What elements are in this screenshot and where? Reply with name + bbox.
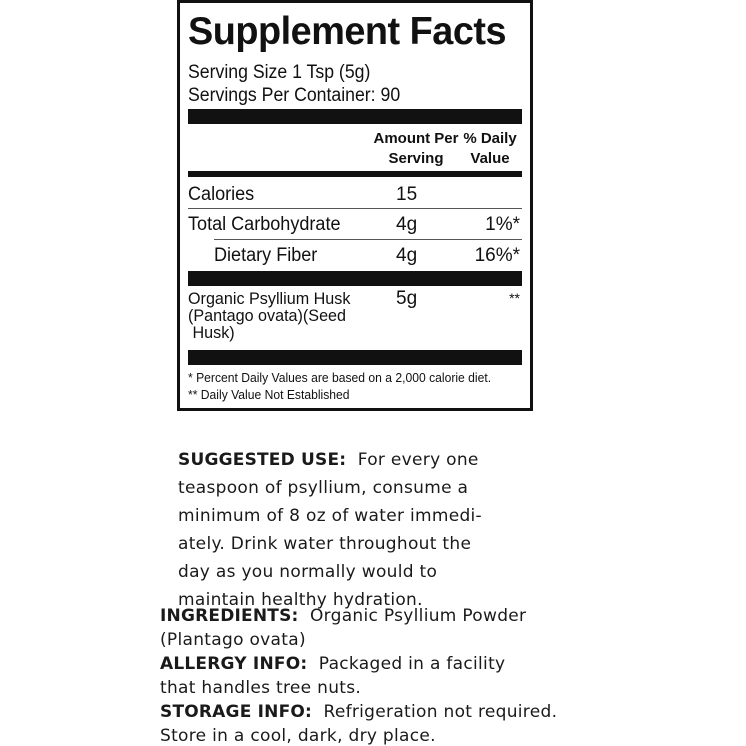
thick-divider: [188, 350, 522, 365]
suggested-use-line-4: ately. Drink water throughout the: [178, 534, 472, 554]
suggested-use-heading: SUGGESTED USE:: [178, 450, 347, 470]
thick-divider: [188, 271, 522, 286]
ingredients-line-2: (Plantago ovata): [160, 630, 306, 650]
suggested-use-line-6: maintain healthy hydration.: [178, 590, 423, 610]
supplement-facts-panel: Supplement Facts Serving Size 1 Tsp (5g) Servings Per Container: 90 Amount Per Serving % Daily Value Calories 15 Total Carbohydrate 4g 1%* Dietary Fiber 4g 16%* Organic Psyllium Husk (Pantago ovata)(Seed Husk) 5g ** * Percent Daily Values are based on a 2,000 calorie diet. ** Daily Value Not Established: [177, 0, 533, 411]
row-divider: [188, 208, 522, 209]
allergy-heading: ALLERGY INFO:: [160, 654, 308, 674]
header-daily-value: % Daily Value: [463, 130, 517, 167]
suggested-use-line-1: SUGGESTED USE: For every one: [178, 450, 479, 470]
row-divider-indented: [214, 239, 522, 240]
allergy-line-2: that handles tree nuts.: [160, 678, 362, 698]
header-amount-per-serving: Amount Per Serving: [373, 130, 459, 167]
ingredients-heading: INGREDIENTS:: [160, 606, 299, 626]
allergy-line-1: ALLERGY INFO: Packaged in a facility: [160, 654, 506, 674]
ingredients-line-1: INGREDIENTS: Organic Psyllium Powder: [160, 606, 527, 626]
storage-line-1: STORAGE INFO: Refrigeration not required.: [160, 702, 558, 722]
medium-divider: [188, 171, 522, 177]
footnote-not-established: ** Daily Value Not Established: [188, 388, 350, 402]
suggested-use-line-3: minimum of 8 oz of water immedi-: [178, 506, 482, 526]
suggested-use-line-5: day as you normally would to: [178, 562, 438, 582]
thick-divider: [188, 109, 522, 124]
panel-title: Supplement Facts: [188, 10, 507, 53]
storage-line-2: Store in a cool, dark, dry place.: [160, 726, 436, 746]
suggested-use-line-2: teaspoon of psyllium, consume a: [178, 478, 469, 498]
serving-size: Serving Size 1 Tsp (5g): [188, 62, 371, 83]
footnote-daily-values: * Percent Daily Values are based on a 2,000 calorie diet.: [188, 371, 492, 385]
servings-per-container: Servings Per Container: 90: [188, 85, 401, 106]
storage-heading: STORAGE INFO:: [160, 702, 313, 722]
